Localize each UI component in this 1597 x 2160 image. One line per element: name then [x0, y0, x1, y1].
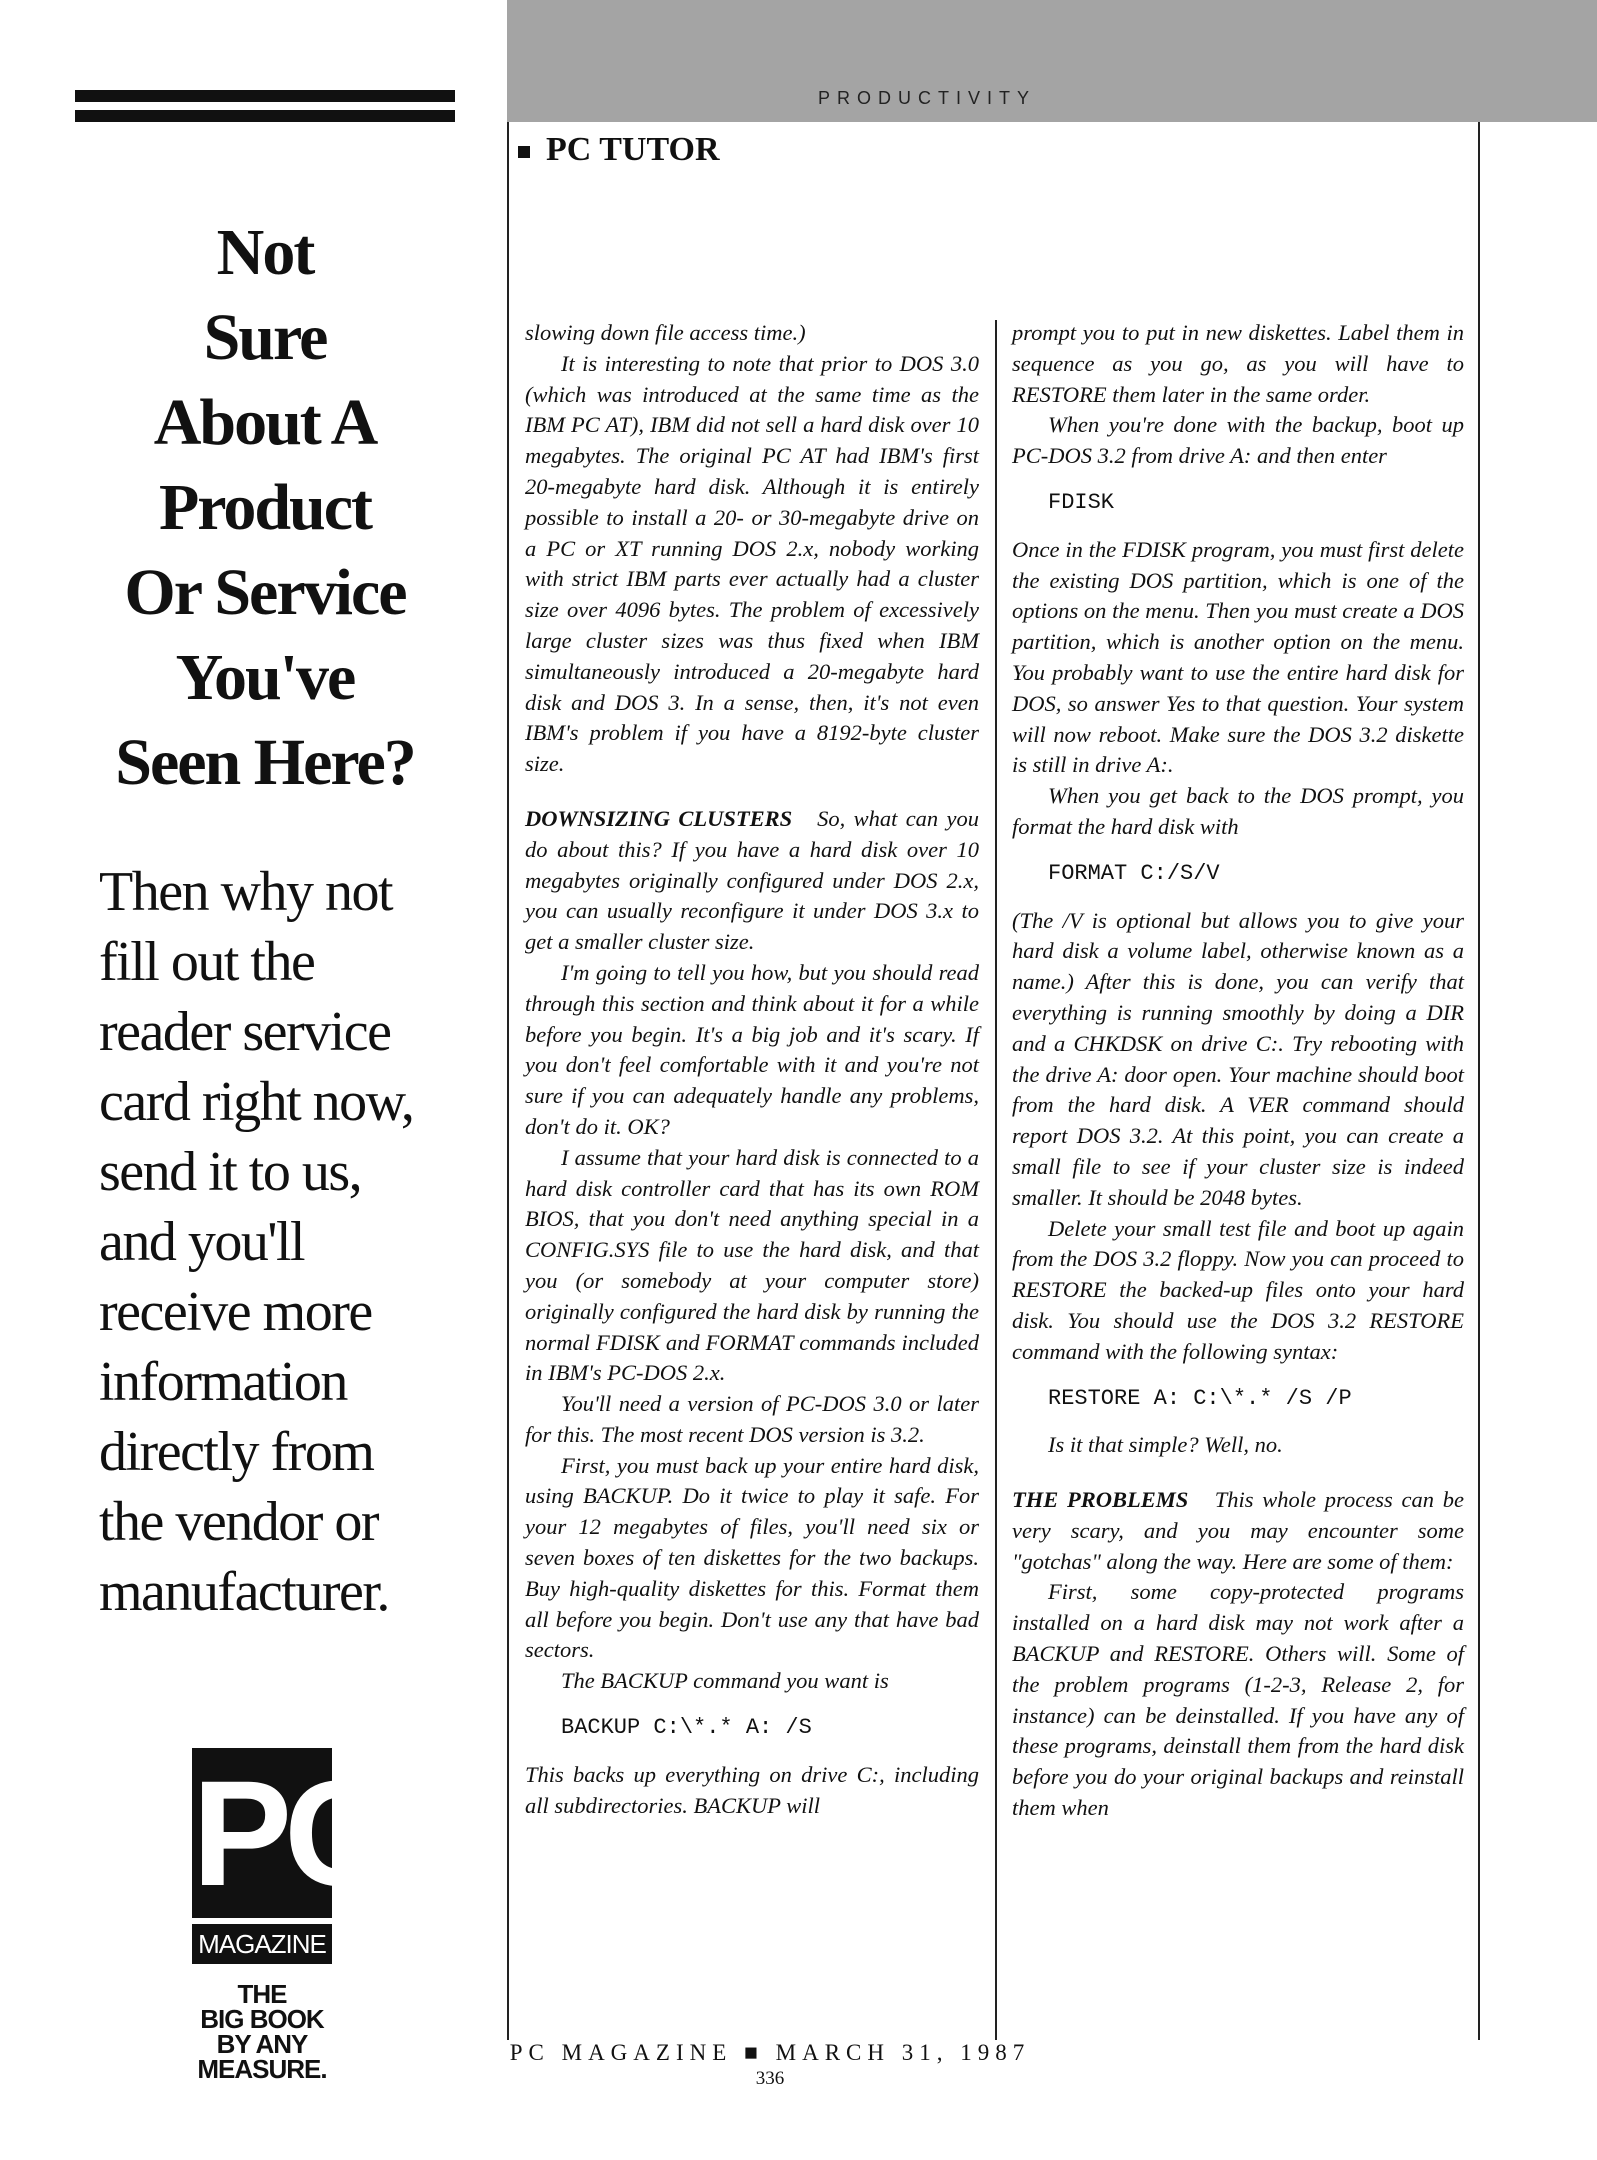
ad-body-line: directly from — [99, 1421, 374, 1483]
ad-body-line: information — [99, 1351, 347, 1413]
code-line: FORMAT C:/S/V — [1048, 860, 1220, 886]
ad-body-line: receive more — [99, 1281, 372, 1343]
ad-body-line: card right now, — [99, 1071, 414, 1133]
ad-body-line: Then why not — [99, 861, 393, 923]
ad-headline-line: You've — [175, 641, 355, 714]
tagline-line: THE — [237, 1979, 287, 2009]
tagline-line: BY ANY — [216, 2029, 308, 2059]
pc-logo-tagline — [192, 1979, 332, 2084]
page-number: 336 — [755, 2068, 785, 2089]
ad-headline-line: Seen Here? — [115, 726, 415, 799]
article-column-1 — [525, 318, 979, 1821]
ad-body-line: fill out the — [99, 931, 315, 993]
paragraph: First, some copy-protected programs installed on a hard disk may not work after a BACKUP and RESTORE. Others will. Some of the problem programs (1-2-3, Release 2, for instance) can be deinstalled. If you have any of these programs, deinstall them from the hard disk before you do your original backups and reinstall them when — [1012, 1579, 1464, 1821]
paragraph: When you get back to the DOS prompt, you format the hard disk with — [1012, 783, 1464, 839]
paragraph — [525, 804, 979, 958]
ad-body-line: manufacturer. — [99, 1561, 389, 1623]
ad-headline-line: Sure — [203, 301, 327, 374]
ad-body — [75, 857, 455, 1627]
pc-logo-letters: PC — [192, 1749, 385, 1917]
center-column-rule — [995, 320, 997, 2040]
paragraph: Once in the FDISK program, you must first delete the existing DOS partition, which is one of the options on the menu. Then you must create a DOS partition, which is another option on the menu. You probably want to use the entire hard disk for DOS, so answer Yes to that question. Your system will now reboot. Make sure the DOS 3.2 diskette is still in drive A:. — [1012, 536, 1464, 778]
paragraph: This backs up everything on drive C:, including all subdirectories. BACKUP will — [525, 1761, 979, 1818]
ad-body-line: send it to us, — [99, 1141, 362, 1203]
code-line: FDISK — [1048, 489, 1115, 515]
article-column-2 — [1012, 318, 1464, 1824]
tagline-line: BIG BOOK — [200, 2004, 324, 2034]
column-title — [518, 131, 720, 169]
ad-body-line: the vendor or — [99, 1491, 379, 1553]
paragraph: Is it that simple? Well, no. — [1048, 1432, 1283, 1458]
ad-headline-line: Or Service — [124, 556, 406, 629]
ad-top-rule — [75, 90, 455, 102]
paragraph-text: This whole process can be very scary, and you may encounter some "gotchas" along the way. Here are some of them: — [1012, 1487, 1465, 1574]
paragraph: prompt you to put in new diskettes. Label them in sequence as you go, as you will have to RESTORE them later in the same order. — [1012, 320, 1464, 407]
paragraph: When you're done with the backup, boot up PC-DOS 3.2 from drive A: and then enter — [1012, 412, 1464, 469]
ad-headline — [75, 210, 455, 805]
code-line: RESTORE A: C:\*.* /S /P — [1048, 1385, 1352, 1411]
paragraph: (The /V is optional but allows you to give your hard disk a volume label, otherwise known as a name.) After this is done, you can verify that everything is running smoothly by doing a DIR and a CHKDSK on drive C:. Try rebooting with the drive A: door open. Your machine should boot from the hard disk. A VER command should report DOS 3.2. At this point, you can create a small file to see if your cluster size is indeed smaller. It should be 2048 bytes. — [1012, 907, 1464, 1210]
paragraph: First, you must back up your entire hard disk, using BACKUP. Do it twice to play it safe. For your 12 megabytes of files, you'll need six or seven boxes of ten diskettes for the two backups. Buy high-quality diskettes for this. Format them all before you begin. Don't use any that have bad sectors. — [525, 1452, 979, 1663]
footer-folio: PC MAGAZINE ■ MARCH 31, 1987 — [509, 2040, 1031, 2065]
paragraph: slowing down file access time.) — [525, 320, 806, 345]
section-label: PRODUCTIVITY — [817, 88, 1036, 108]
subhead-downsizing-clusters: DOWNSIZING CLUSTERS — [525, 805, 793, 831]
right-column-rule — [1478, 122, 1480, 2040]
bullet-square-icon — [518, 146, 530, 158]
ad-headline-line: Not — [216, 216, 314, 289]
pc-logo-magazine: MAGAZINE — [192, 1924, 332, 1964]
column-title-text: PC TUTOR — [546, 131, 720, 168]
tagline-line: MEASURE. — [197, 2054, 327, 2084]
ad-body-line: reader service — [99, 1001, 391, 1063]
left-column-rule — [507, 122, 509, 2040]
ad-headline-line: About A — [153, 386, 377, 459]
paragraph: It is interesting to note that prior to DOS 3.0 (which was introduced at the same time as the IBM PC AT), IBM did not sell a hard disk over 10 megabytes. The original PC AT had IBM's first 20-megabyte hard disk. Although it is entirely possible to install a 20- or 30-megabyte drive on a PC or XT running DOS 2.x, nobody working with strict IBM parts ever actually had a cluster size over 4096 bytes. The problem of excessively large cluster sizes was thus fixed when IBM simultaneously introduced a 20-megabyte hard disk and DOS 3. In a sense, then, it's not even IBM's problem if you have a 8192-byte cluster size. — [525, 350, 979, 777]
pc-magazine-logo — [192, 1748, 385, 2084]
subhead-the-problems: THE PROBLEMS — [1012, 1487, 1189, 1513]
ad-second-rule — [75, 110, 455, 122]
code-line: BACKUP C:\*.* A: /S — [561, 1715, 812, 1741]
paragraph: The BACKUP command you want is — [561, 1668, 889, 1694]
paragraph: I assume that your hard disk is connected to a hard disk controller card that has its own ROM BIOS, that you don't need anything special in a CONFIG.SYS file to use the hard disk, and that you (or somebody at your computer store) originally configured the hard disk by running the normal FDISK and FORMAT commands included in IBM's PC-DOS 2.x. — [525, 1144, 979, 1386]
paragraph: Delete your small test file and boot up again from the DOS 3.2 floppy. Now you can proceed to RESTORE the backed-up files onto your hard disk. You should use the DOS 3.2 RESTORE command with the following syntax: — [1012, 1215, 1464, 1364]
ad-headline-line: Product — [158, 471, 372, 544]
paragraph — [1012, 1485, 1464, 1577]
ad-body-line: and you'll — [99, 1211, 305, 1273]
paragraph: You'll need a version of PC-DOS 3.0 or later for this. The most recent DOS version is 3.2. — [525, 1391, 979, 1447]
reader-service-ad — [75, 90, 455, 1627]
paragraph-text: So, what can you do about this? If you have a hard disk over 10 megabytes originally configured under DOS 2.x, you can usually reconfigure it under DOS 3.x to get a smaller cluster size. — [525, 805, 979, 955]
paragraph: I'm going to tell you how, but you should read through this section and think about it for a while before you begin. It's a big job and it's scary. If you don't feel comfortable with it and you're not sure if you can adequately handle any problems, don't do it. OK? — [525, 959, 979, 1139]
